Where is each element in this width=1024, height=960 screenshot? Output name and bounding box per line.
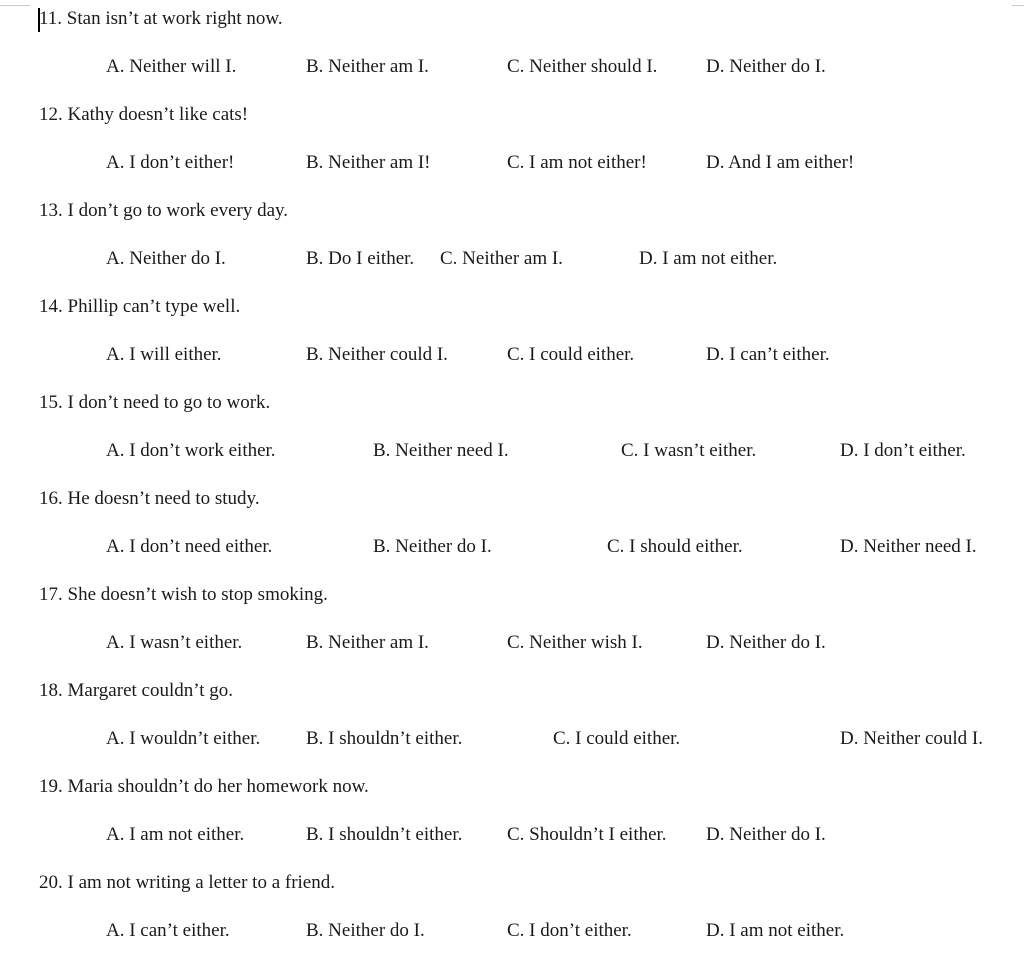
question-18 [0, 672, 1024, 768]
option-d: D. I don’t either. [840, 440, 966, 461]
option-b: B. Neither could I. [306, 344, 448, 365]
option-a: A. I wouldn’t either. [106, 728, 261, 749]
option-d: D. I am not either. [706, 920, 845, 941]
option-b: B. Neither do I. [373, 536, 492, 557]
question-17 [0, 576, 1024, 672]
question-stem: 12. Kathy doesn’t like cats! [39, 104, 249, 125]
option-a: A. Neither do I. [106, 248, 226, 269]
option-d: D. Neither do I. [706, 824, 826, 845]
option-b: B. Neither am I. [306, 56, 429, 77]
question-11 [0, 0, 1024, 96]
option-c: C. Neither am I. [440, 248, 563, 269]
question-stem: 11. Stan isn’t at work right now. [39, 8, 283, 29]
option-d: D. I can’t either. [706, 344, 830, 365]
option-c: C. I could either. [553, 728, 681, 749]
question-stem: 19. Maria shouldn’t do her homework now. [39, 776, 369, 797]
option-c: C. Neither wish I. [507, 632, 643, 653]
option-a: A. I will either. [106, 344, 222, 365]
option-c: C. I should either. [607, 536, 743, 557]
question-16 [0, 480, 1024, 576]
option-a: A. Neither will I. [106, 56, 237, 77]
question-19 [0, 768, 1024, 864]
option-d: D. Neither do I. [706, 56, 826, 77]
question-stem: 14. Phillip can’t type well. [39, 296, 241, 317]
option-c: C. I don’t either. [507, 920, 632, 941]
question-14 [0, 288, 1024, 384]
option-b: B. Neither am I! [306, 152, 431, 173]
option-b: B. Do I either. [306, 248, 415, 269]
question-stem: 15. I don’t need to go to work. [39, 392, 271, 413]
question-stem: 13. I don’t go to work every day. [39, 200, 289, 221]
option-c: C. I wasn’t either. [621, 440, 757, 461]
option-a: A. I am not either. [106, 824, 245, 845]
option-a: A. I can’t either. [106, 920, 230, 941]
option-c: C. Neither should I. [507, 56, 658, 77]
option-d: D. Neither do I. [706, 632, 826, 653]
option-c: C. Shouldn’t I either. [507, 824, 667, 845]
question-stem: 20. I am not writing a letter to a friend. [39, 872, 335, 893]
question-stem: 17. She doesn’t wish to stop smoking. [39, 584, 328, 605]
option-b: B. I shouldn’t either. [306, 824, 463, 845]
option-b: B. I shouldn’t either. [306, 728, 463, 749]
option-a: A. I don’t work either. [106, 440, 276, 461]
option-a: A. I don’t either! [106, 152, 235, 173]
option-d: D. And I am either! [706, 152, 855, 173]
option-c: C. I could either. [507, 344, 635, 365]
question-13 [0, 192, 1024, 288]
option-d: D. Neither need I. [840, 536, 977, 557]
option-a: A. I don’t need either. [106, 536, 273, 557]
question-12 [0, 96, 1024, 192]
option-d: D. Neither could I. [840, 728, 983, 749]
option-b: B. Neither am I. [306, 632, 429, 653]
question-stem: 18. Margaret couldn’t go. [39, 680, 234, 701]
option-c: C. I am not either! [507, 152, 647, 173]
option-d: D. I am not either. [639, 248, 778, 269]
option-a: A. I wasn’t either. [106, 632, 243, 653]
question-15 [0, 384, 1024, 480]
question-20 [0, 864, 1024, 960]
option-b: B. Neither do I. [306, 920, 425, 941]
option-b: B. Neither need I. [373, 440, 509, 461]
question-stem: 16. He doesn’t need to study. [39, 488, 260, 509]
